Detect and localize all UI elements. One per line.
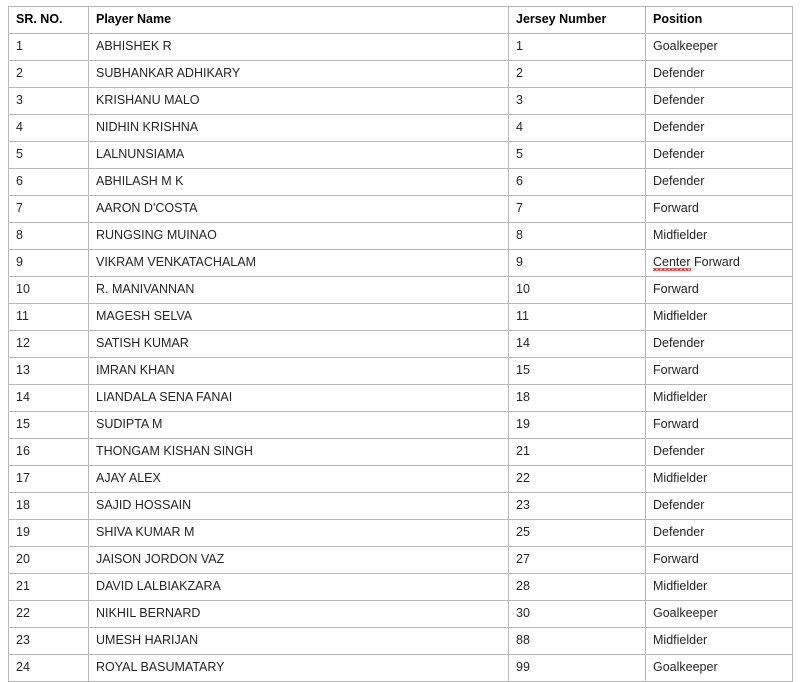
cell-jersey-number: 11 — [509, 304, 646, 331]
table-row — [9, 277, 793, 304]
cell-position — [646, 250, 793, 277]
cell-sr-no: 9 — [9, 250, 89, 277]
cell-player-name: MAGESH SELVA — [89, 304, 509, 331]
cell-sr-no: 12 — [9, 331, 89, 358]
cell-player-name: UMESH HARIJAN — [89, 628, 509, 655]
cell-player-name: SAJID HOSSAIN — [89, 493, 509, 520]
cell-sr-no: 7 — [9, 196, 89, 223]
cell-jersey-number: 5 — [509, 142, 646, 169]
player-roster-table — [8, 6, 793, 682]
cell-jersey-number: 99 — [509, 655, 646, 682]
table-row — [9, 142, 793, 169]
cell-position: Goalkeeper — [646, 655, 793, 682]
cell-player-name: THONGAM KISHAN SINGH — [89, 439, 509, 466]
cell-jersey-number: 28 — [509, 574, 646, 601]
cell-jersey-number: 2 — [509, 61, 646, 88]
cell-jersey-number: 88 — [509, 628, 646, 655]
table-row — [9, 601, 793, 628]
cell-jersey-number: 1 — [509, 34, 646, 61]
cell-player-name: R. MANIVANNAN — [89, 277, 509, 304]
position-text-rest: Forward — [690, 254, 740, 269]
column-header-jersey-number: Jersey Number — [509, 7, 646, 34]
cell-position: Midfielder — [646, 574, 793, 601]
cell-jersey-number: 7 — [509, 196, 646, 223]
column-header-position: Position — [646, 7, 793, 34]
cell-sr-no: 4 — [9, 115, 89, 142]
table-row — [9, 358, 793, 385]
cell-jersey-number: 8 — [509, 223, 646, 250]
spellcheck-flagged-word: Center — [653, 254, 691, 269]
cell-player-name: SUDIPTA M — [89, 412, 509, 439]
cell-position: Defender — [646, 439, 793, 466]
cell-player-name: AARON D'COSTA — [89, 196, 509, 223]
cell-jersey-number: 3 — [509, 88, 646, 115]
cell-player-name: NIKHIL BERNARD — [89, 601, 509, 628]
cell-position: Goalkeeper — [646, 601, 793, 628]
cell-sr-no: 23 — [9, 628, 89, 655]
table-row — [9, 466, 793, 493]
table-row — [9, 628, 793, 655]
cell-player-name: SUBHANKAR ADHIKARY — [89, 61, 509, 88]
cell-player-name: LALNUNSIAMA — [89, 142, 509, 169]
cell-jersey-number: 14 — [509, 331, 646, 358]
cell-player-name: SATISH KUMAR — [89, 331, 509, 358]
cell-position: Midfielder — [646, 466, 793, 493]
cell-sr-no: 11 — [9, 304, 89, 331]
table-row — [9, 385, 793, 412]
table-row — [9, 196, 793, 223]
cell-jersey-number: 9 — [509, 250, 646, 277]
table-row — [9, 250, 793, 277]
cell-player-name: AJAY ALEX — [89, 466, 509, 493]
cell-position: Forward — [646, 412, 793, 439]
cell-jersey-number: 6 — [509, 169, 646, 196]
cell-position: Defender — [646, 115, 793, 142]
cell-jersey-number: 23 — [509, 493, 646, 520]
cell-position: Forward — [646, 277, 793, 304]
cell-sr-no: 3 — [9, 88, 89, 115]
cell-jersey-number: 15 — [509, 358, 646, 385]
cell-position: Defender — [646, 331, 793, 358]
table-row — [9, 61, 793, 88]
table-row — [9, 493, 793, 520]
column-header-sr-no: SR. NO. — [9, 7, 89, 34]
cell-sr-no: 19 — [9, 520, 89, 547]
cell-sr-no: 1 — [9, 34, 89, 61]
cell-sr-no: 18 — [9, 493, 89, 520]
cell-sr-no: 16 — [9, 439, 89, 466]
cell-sr-no: 5 — [9, 142, 89, 169]
cell-player-name: ROYAL BASUMATARY — [89, 655, 509, 682]
cell-position: Defender — [646, 61, 793, 88]
cell-player-name: LIANDALA SENA FANAI — [89, 385, 509, 412]
cell-sr-no: 2 — [9, 61, 89, 88]
cell-position: Defender — [646, 88, 793, 115]
table-row — [9, 34, 793, 61]
cell-sr-no: 8 — [9, 223, 89, 250]
table-row — [9, 88, 793, 115]
cell-sr-no: 24 — [9, 655, 89, 682]
cell-position: Goalkeeper — [646, 34, 793, 61]
cell-player-name: ABHISHEK R — [89, 34, 509, 61]
table-row — [9, 547, 793, 574]
table-header-row — [9, 7, 793, 34]
cell-jersey-number: 10 — [509, 277, 646, 304]
cell-position: Midfielder — [646, 628, 793, 655]
cell-position: Midfielder — [646, 223, 793, 250]
cell-jersey-number: 21 — [509, 439, 646, 466]
table-row — [9, 655, 793, 682]
cell-sr-no: 10 — [9, 277, 89, 304]
cell-player-name: KRISHANU MALO — [89, 88, 509, 115]
cell-sr-no: 6 — [9, 169, 89, 196]
cell-jersey-number: 22 — [509, 466, 646, 493]
cell-jersey-number: 30 — [509, 601, 646, 628]
table-header — [9, 7, 793, 34]
cell-position: Defender — [646, 493, 793, 520]
cell-player-name: NIDHIN KRISHNA — [89, 115, 509, 142]
cell-sr-no: 17 — [9, 466, 89, 493]
table-row — [9, 169, 793, 196]
cell-position: Forward — [646, 547, 793, 574]
cell-position: Midfielder — [646, 385, 793, 412]
column-header-player-name: Player Name — [89, 7, 509, 34]
table-row — [9, 331, 793, 358]
table-row — [9, 574, 793, 601]
cell-player-name: JAISON JORDON VAZ — [89, 547, 509, 574]
cell-sr-no: 22 — [9, 601, 89, 628]
cell-player-name: RUNGSING MUINAO — [89, 223, 509, 250]
cell-player-name: ABHILASH M K — [89, 169, 509, 196]
cell-player-name: VIKRAM VENKATACHALAM — [89, 250, 509, 277]
table-row — [9, 439, 793, 466]
cell-jersey-number: 4 — [509, 115, 646, 142]
cell-position: Forward — [646, 196, 793, 223]
cell-sr-no: 14 — [9, 385, 89, 412]
table-row — [9, 304, 793, 331]
cell-sr-no: 21 — [9, 574, 89, 601]
cell-position: Forward — [646, 358, 793, 385]
cell-position: Defender — [646, 520, 793, 547]
cell-jersey-number: 25 — [509, 520, 646, 547]
cell-position: Midfielder — [646, 304, 793, 331]
table-row — [9, 115, 793, 142]
cell-sr-no: 13 — [9, 358, 89, 385]
cell-sr-no: 15 — [9, 412, 89, 439]
cell-player-name: DAVID LALBIAKZARA — [89, 574, 509, 601]
cell-player-name: IMRAN KHAN — [89, 358, 509, 385]
table-body — [9, 34, 793, 682]
table-row — [9, 412, 793, 439]
cell-position: Defender — [646, 142, 793, 169]
cell-jersey-number: 19 — [509, 412, 646, 439]
cell-position: Defender — [646, 169, 793, 196]
cell-jersey-number: 18 — [509, 385, 646, 412]
table-row — [9, 223, 793, 250]
cell-player-name: SHIVA KUMAR M — [89, 520, 509, 547]
table-row — [9, 520, 793, 547]
cell-jersey-number: 27 — [509, 547, 646, 574]
cell-sr-no: 20 — [9, 547, 89, 574]
